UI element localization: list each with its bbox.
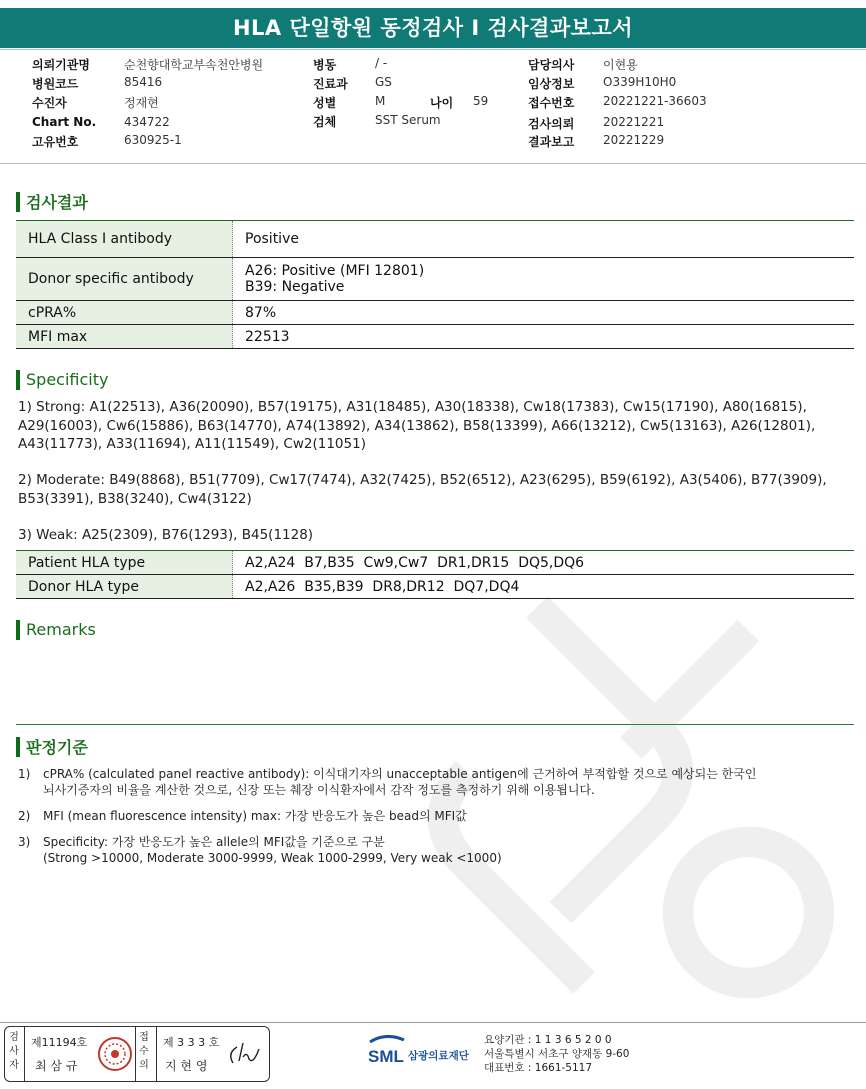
result-key: MFI max (16, 325, 233, 349)
age-value: 59 (473, 94, 489, 108)
header-value: 정재현 (124, 96, 159, 110)
signature-box (4, 1026, 270, 1082)
criteria-num: 1) (18, 767, 31, 781)
header-label: Chart No. (32, 115, 97, 129)
criteria-num: 2) (18, 809, 31, 823)
result-value: 22513 (245, 328, 290, 345)
header-value: 20221221 (603, 115, 665, 129)
header-value: 85416 (124, 75, 163, 89)
header-label: 임상정보 (528, 77, 575, 91)
header-label: 수진자 (32, 96, 67, 110)
examiner-label: 검사자 (9, 1032, 19, 1071)
hla-key: Donor HLA type (16, 575, 233, 599)
table-row (16, 221, 854, 258)
examiner-no: 제11194호 (31, 1036, 88, 1049)
dsa-line-2: B39: Negative (245, 279, 345, 295)
criteria-line: 뇌사기증자의 비율을 계산한 것으로, 신장 또는 췌장 이식환자에서 감작 정도를 측정하기 위해 이용됩니다. (43, 783, 595, 797)
criteria-line: Specificity: 가장 반응도가 높은 allele의 MFI값을 기준으로 구분 (43, 835, 385, 849)
header-value: O339H10H0 (603, 75, 677, 89)
result-key: cPRA% (16, 301, 233, 325)
org-info-line: 대표번호 : 1661-5117 (484, 1062, 593, 1074)
logo-text: SML (368, 1047, 404, 1066)
header-value: 630925-1 (124, 133, 182, 147)
criteria-line: MFI (mean fluorescence intensity) max: 가장 반응도가 높은 bead의 MFI값 (43, 809, 467, 823)
table-row (16, 301, 854, 325)
result-value: 87% (245, 304, 277, 321)
header-value: 20221221-36603 (603, 94, 707, 108)
result-value (233, 258, 855, 301)
criteria-line: cPRA% (calculated panel reactive antibody): 이식대기자의 unacceptable antigen에 근거하여 부적합할 것으로 예상되는 한국인 (43, 767, 757, 781)
criteria-heading: 판정기준 (16, 735, 88, 758)
footer-divider (0, 1022, 866, 1023)
header-label: 병원코드 (32, 77, 79, 91)
specificity-moderate: 2) Moderate: B49(8868), B51(7709), Cw17(7474), A32(7425), B52(6512), A23(6295), B59(6192), A3(5406), B77(3909), B53(3391), B38(3240), Cw4(3122) (18, 472, 827, 507)
header-value: SST Serum (375, 113, 441, 127)
approver-name: 지 현 영 (165, 1059, 208, 1073)
header-value: 이현용 (603, 58, 638, 72)
approver-label: 접수의 (139, 1032, 149, 1071)
criteria-line: (Strong >10000, Moderate 3000-9999, Weak 1000-2999, Very weak <1000) (43, 851, 502, 865)
table-row (16, 551, 854, 575)
seal-stamp-icon (97, 1036, 133, 1072)
header-value: 20221229 (603, 133, 665, 147)
result-key: Donor specific antibody (16, 258, 233, 301)
examiner-name: 최 삼 규 (35, 1059, 78, 1073)
header-value: GS (375, 75, 392, 89)
hla-value: A2,A24 B7,B35 Cw9,Cw7 DR1,DR15 DQ5,DQ6 (245, 554, 585, 571)
table-row (16, 575, 854, 599)
header-label: 의뢰기관명 (32, 58, 90, 72)
dsa-line-1: A26: Positive (MFI 12801) (245, 263, 425, 279)
results-table (16, 220, 854, 349)
header-label: 결과보고 (528, 135, 575, 149)
result-value: Positive (245, 231, 299, 247)
org-info (484, 1033, 629, 1075)
table-row (16, 258, 854, 301)
org-info-line: 서울특별시 서초구 양재동 9-60 (484, 1048, 630, 1060)
header-value: / - (375, 56, 388, 70)
result-key: HLA Class I antibody (16, 221, 233, 258)
remarks-heading: Remarks (16, 619, 96, 640)
sml-logo (366, 1032, 486, 1072)
header-label: 진료과 (313, 77, 348, 91)
hla-type-table (16, 550, 854, 599)
header-divider (0, 163, 866, 164)
approver-no: 제 3 3 3 호 (163, 1036, 220, 1049)
hla-key: Patient HLA type (16, 551, 233, 575)
header-value: 434722 (124, 115, 170, 129)
header-label: 검사의뢰 (528, 117, 575, 131)
header-label: 성별 (313, 96, 337, 110)
patient-header (0, 54, 866, 159)
report-title: HLA 단일항원 동정검사 I 검사결과보고서 (0, 8, 866, 48)
org-info-line: 요양기관 : 1 1 3 6 5 2 0 0 (484, 1034, 612, 1046)
age-label: 나이 (430, 96, 454, 110)
header-label: 검체 (313, 115, 337, 129)
header-label: 고유번호 (32, 135, 79, 149)
header-label: 담당의사 (528, 58, 575, 72)
specificity-strong: 1) Strong: A1(22513), A36(20090), B57(19175), A31(18485), A30(18338), Cw18(17383), Cw15(17190), A80(16815), A29(16003), Cw6(15886), B63(14770), A74(13892), A34(13862), B58(13399), A66(13212), Cw5(13163), A26(12801), A43(11773), A33(11694), A11(11549), Cw2(11051) (18, 399, 816, 452)
results-heading: 검사결과 (16, 190, 88, 213)
remarks-divider (16, 724, 854, 725)
header-value: M (375, 94, 386, 108)
criteria-num: 3) (18, 835, 31, 849)
title-underline (0, 49, 866, 50)
hla-value: A2,A26 B35,B39 DR8,DR12 DQ7,DQ4 (245, 578, 520, 595)
table-row (16, 325, 854, 349)
header-label: 접수번호 (528, 96, 575, 110)
org-name: 삼광의료재단 (408, 1050, 469, 1062)
header-value: 순천향대학교부속천안병원 (124, 58, 264, 72)
specificity-weak: 3) Weak: A25(2309), B76(1293), B45(1128) (18, 527, 314, 543)
signature-mark (225, 1039, 263, 1069)
header-label: 병동 (313, 58, 337, 72)
specificity-heading: Specificity (16, 369, 108, 390)
